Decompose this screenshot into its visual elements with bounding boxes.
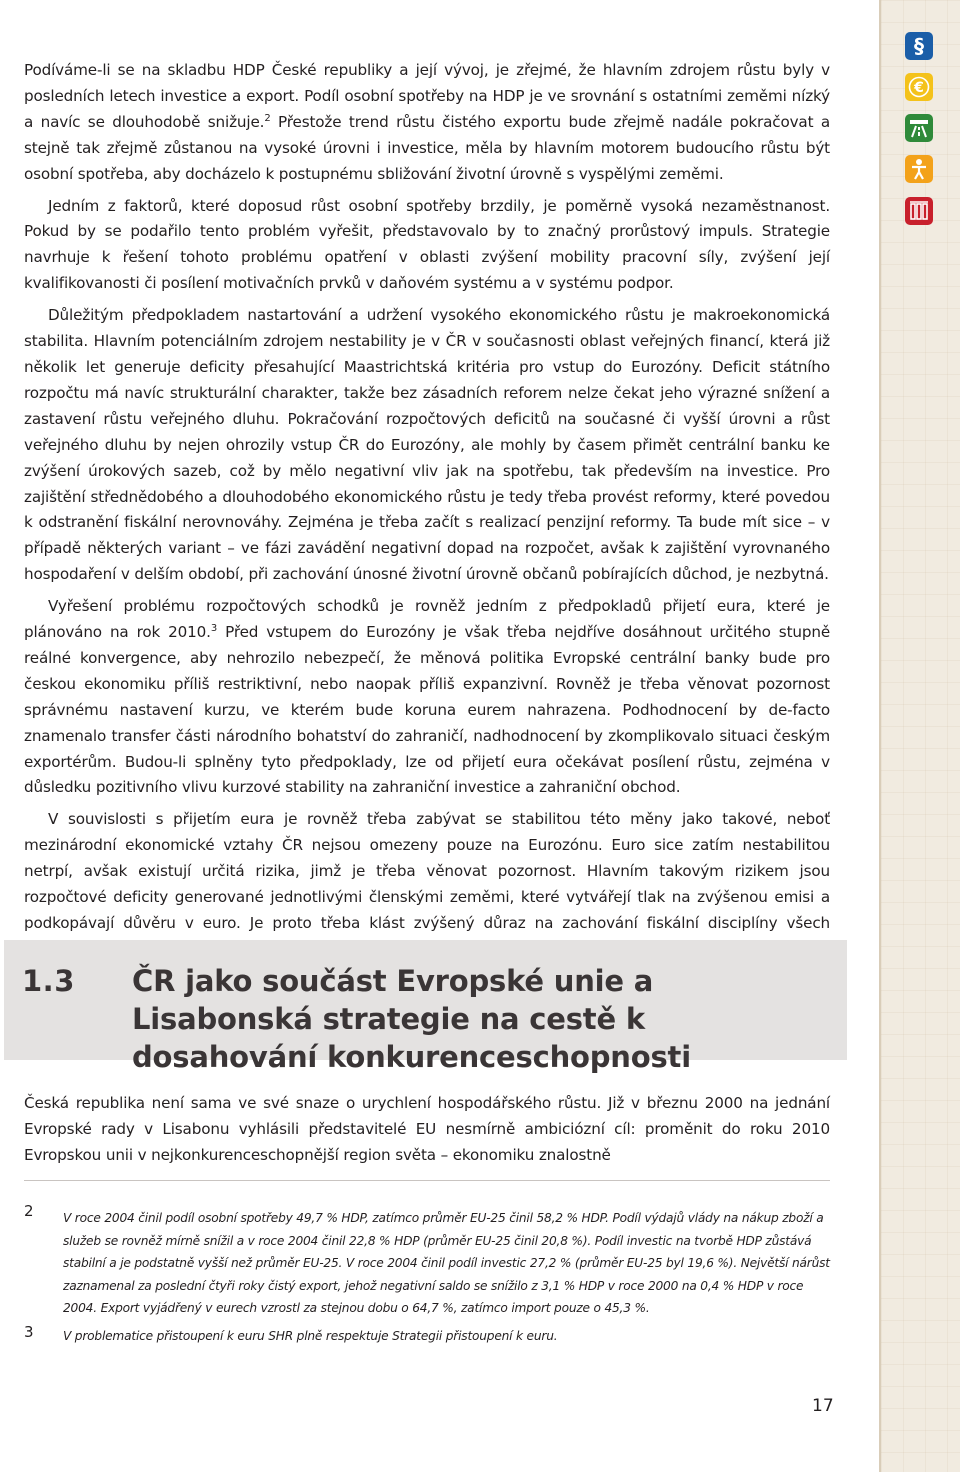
paragraph: Vyřešení problému rozpočtových schodků je rovněž jedním z předpokladů přijetí eura, které je plánováno na rok 2010.$^3$ Před vstupem do Eurozóny je však třeba nejdříve dosáhnout určitého stupně reálné konvergence, aby nehrozilo nebezpečí, že měnová politika Evropské centrální banky bude pro českou ekonomiku příliš restriktivní, nebo naopak příliš expanzivní. Rovněž je třeba věnovat pozornost správnému nastavení kurzu, ve kterém bude koruna eurem nahrazena. Podhodnocení by de-facto znamenalo transfer části národního bohatství do zahraničí, nadhodnocení by zkomplikovalo situaci českým exportérům. Budou-li splněny tyto předpoklady, lze od přijetí eura očekávat posílení růstu, zejména v důsledku pozitivního vlivu kurzové stability na zahraniční investice a zahraniční obchod. (24, 597, 831, 797)
industry-icon (905, 197, 933, 225)
paragraph: V souvislosti s přijetím eura je rovněž třeba zabývat se stabilitou této měny jako takové, neboť mezinárodní ekonomické vztahy ČR nejsou omezeny pouze na Eurozónu. Euro sice zatím nestabilitou netrpí, avšak existují určitá rizika, jimž je třeba věnovat pozornost. Hlavním takovým rizikem jsou rozpočtové deficity generované jednotlivými členskými zeměmi, které vytvářejí tlak na zvýšenou emisi a podkopávají důvěru v euro. Je proto třeba klást zvýšený důraz na zachování fiskální disciplíny všech (24, 810, 830, 932)
paragraph-icon (905, 32, 933, 60)
person-icon (905, 155, 933, 183)
footnote-divider (24, 1180, 830, 1181)
section-title: ČR jako součást Evropské unie a Lisabonská strategie na cestě k dosahování konkurenceschopnosti (132, 964, 691, 1074)
svg-text:€: € (914, 80, 924, 96)
paragraph: Podíváme-li se na skladbu HDP České republiky a její vývoj, je zřejmé, že hlavním zdrojem růstu byly v posledních letech investice a export. Podíl osobní spotřeby na HDP je ve srovnání s ostatními zeměmi nízký a navíc se dlouhodobě snižuje.$^2$ Přestože trend růstu čistého exportu bude zřejmě nadále pokračovat a stejně tak zřejmě zůstanou na vysoké úrovni i investice, měla by hlavním motorem budoucího růstu být osobní spotřeba, aby docházelo k postupnému sbližování životní úrovně s vyspělými zeměmi. (24, 61, 831, 183)
euro-icon (905, 73, 933, 101)
paragraph: Jedním z faktorů, které doposud růst osobní spotřeby brzdily, je poměrně vysoká nezaměstnanost. Pokud by se podařilo tento problém vyřešit, představovalo by to značný prorůstový impuls. Strategie navrhuje k řešení tohoto problému opatření v oblasti zvýšení mobility pracovní síly, zvýšení její kvalifikovanosti či posílení motivačních prvků v daňovém systému a v systému podpor. (24, 196, 830, 293)
body-text (24, 58, 830, 969)
svg-text:§: § (914, 35, 924, 57)
page-number: 17 (812, 1396, 834, 1416)
section-intro-paragraph: Česká republika není sama ve své snaze o urychlení hospodářského růstu. Již v březnu 2000 na jednání Evropské rady v Lisabonu vyhlásili představitelé EU nesmírně ambiciózní cíl: proměnit do roku 2010 Evropskou unii v nejkonkurenceschopnější region světa – ekonomiku znalostně (24, 1094, 830, 1164)
paragraph: Důležitým předpokladem nastartování a udržení vysokého ekonomického růstu je makroekonomická stabilita. Hlavním potenciálním zdrojem nestability je v ČR v současnosti oblast veřejných financí, která již několik let generuje deficity přesahující Maastrichtská kritéria pro vstup do Eurozóny. Deficit státního rozpočtu má navíc strukturální charakter, takže bez zásadních reforem nelze čekat jeho výrazné snížení a zastavení růstu veřejného dluhu. Pokračování rozpočtových deficitů na současné či vyšší úrovni a růst veřejného dluhu by nejen ohrozily vstup ČR do Eurozóny, ale mohly by časem přimět centrální banku ke zvýšení úrokových sazeb, což by mělo negativní vliv jak na spotřebu, tak především na investice. Pro zajištění střednědobého a dlouhodobého ekonomického růstu je tedy třeba provést reformy, které povedou k odstranění fiskální nerovnováhy. Zejména je třeba začít s realizací penzijní reformy. Ta bude mít sice – v případě některých variant – ve fázi zavádění negativní dopad na rozpočet, avšak k zajištění vyrovnaného hospodaření v delším období, při zachování únosné životní úrovně občanů pobírajících důchod, je nezbytná. (24, 306, 830, 584)
footnote-number: 3 (24, 1323, 34, 1341)
highway-icon (905, 114, 933, 142)
footnote-text: V problematice přistoupení k euru SHR plně respektuje Strategii přistoupení k euru. (63, 1329, 558, 1343)
footnote-number: 2 (24, 1202, 34, 1220)
footnote-text: V roce 2004 činil podíl osobní spotřeby 49,7 % HDP, zatímco průměr EU-25 činil 58,2 % HDP. Podíl výdajů vlády na nákup zboží a služeb se rovněž mírně snížil a v roce 2004 činil 22,8 % HDP (průměr EU-25 činil 20,8 %). Podíl investic na tvorbě HDP zůstává stabilní a je podstatně vyšší než průměr EU-25. V roce 2004 činil podíl investic 27,2 % (průměr EU-25 byl 19,6 %). Největší nárůst zaznamenal za poslední čtyři roky čistý export, jehož negativní saldo se snížilo z 3,1 % HDP v roce 2000 na 0,4 % HDP v roce 2004. Export vyjádřený v eurech vzrostl za stejnou dobu o 64,7 %, zatímco import pouze o 45,3 %. (63, 1211, 830, 1315)
section-number: 1.3 (22, 964, 75, 998)
